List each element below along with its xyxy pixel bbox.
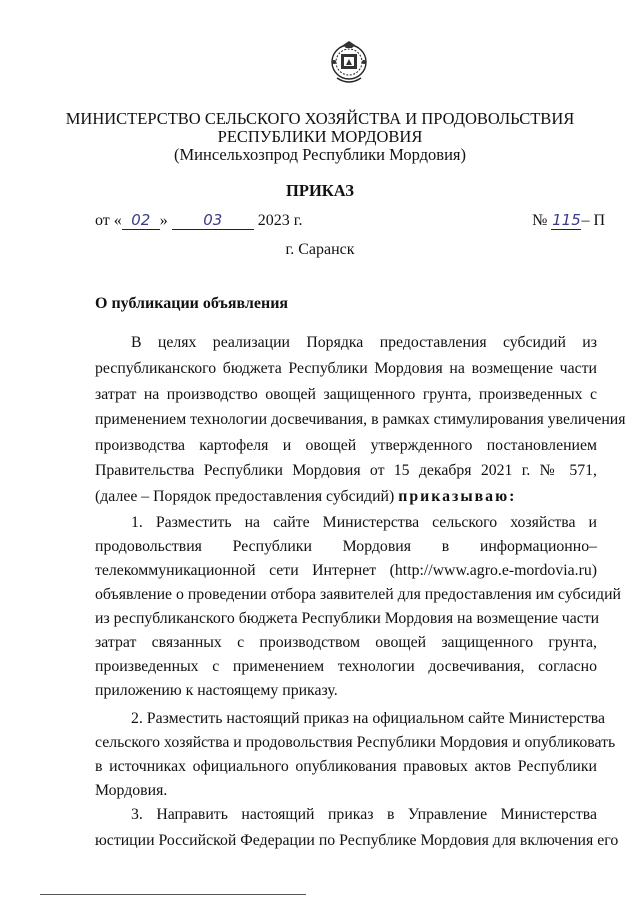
document-title: ПРИКАЗ	[286, 181, 354, 200]
date-day: 02	[122, 211, 160, 230]
text-line: в источниках официального опубликования правовых актов Республики	[95, 758, 597, 775]
order-date-number-row	[95, 211, 605, 237]
text-line: производства картофеля и овощей утвержденного постановлением	[95, 437, 597, 454]
ministry-name-line-1: МИНИСТЕРСТВО СЕЛЬСКОГО ХОЗЯЙСТВА И ПРОДОВОЛЬСТВИЯ	[65, 109, 575, 128]
order-directive: приказываю:	[398, 488, 517, 505]
text-line: затрат на производство овощей защищенного грунта, произведенных с	[95, 386, 597, 403]
text-line: продовольствия Республики Мордовия в информационно–	[95, 538, 597, 555]
text-line: из республиканского бюджета Республики Мордовия на возмещение части	[95, 610, 600, 627]
text-line: применением технологии досвечивания, в рамках стимулирования увеличения	[95, 411, 626, 428]
number-prefix: №	[532, 212, 548, 229]
text-line: Мордовия.	[95, 782, 168, 799]
date-year: 2023 г.	[257, 212, 303, 229]
text-line: телекоммуникационной сети Интернет (http://www.agro.e-mordovia.ru)	[95, 562, 597, 579]
number-value: 115	[552, 211, 581, 229]
date-prefix: от «	[95, 212, 122, 229]
text-line: объявление о проведении отбора заявителей для предоставления им субсидий	[95, 586, 621, 603]
text-line: 3. Направить настоящий приказ в Управление Министерства	[131, 806, 597, 823]
footer-divider	[40, 894, 306, 895]
text-line: юстиции Российской Федерации по Республике Мордовия для включения его	[95, 832, 619, 849]
date-month: 03	[172, 211, 254, 230]
city: г. Саранск	[285, 241, 355, 258]
text-fragment: (далее – Порядок предоставления субсидий)	[95, 488, 395, 505]
ministry-short-name: (Минсельхозпрод Республики Мордовия)	[174, 145, 466, 164]
number-suffix: – П	[581, 212, 605, 229]
text-line: 1. Разместить на сайте Министерства сельского хозяйства и	[131, 514, 597, 531]
order-number	[532, 211, 605, 230]
order-subject: О публикации объявления	[95, 295, 289, 312]
text-line: 2. Разместить настоящий приказ на официальном сайте Министерства	[131, 710, 606, 727]
order-date	[95, 211, 303, 230]
ministry-name-line-2: РЕСПУБЛИКИ МОРДОВИЯ	[217, 127, 423, 146]
date-quote-close: »	[159, 212, 168, 229]
text-line: Правительства Республики Мордовия от 15 декабря 2021 г. № 571,	[95, 462, 597, 479]
text-line: сельского хозяйства и продовольствия Республики Мордовия и опубликовать	[95, 734, 616, 751]
coat-of-arms-icon	[328, 40, 370, 88]
text-line: приложению к настоящему приказу.	[95, 682, 338, 699]
text-line: затрат связанных с производством овощей защищенного грунта,	[95, 634, 597, 651]
text-line: В целях реализации Порядка предоставления субсидий из	[131, 334, 597, 351]
text-line	[95, 488, 597, 510]
text-line: республиканского бюджета Республики Мордовия на возмещение части	[95, 360, 597, 377]
text-line: произведенных с применением технологии досвечивания, согласно	[95, 658, 597, 675]
